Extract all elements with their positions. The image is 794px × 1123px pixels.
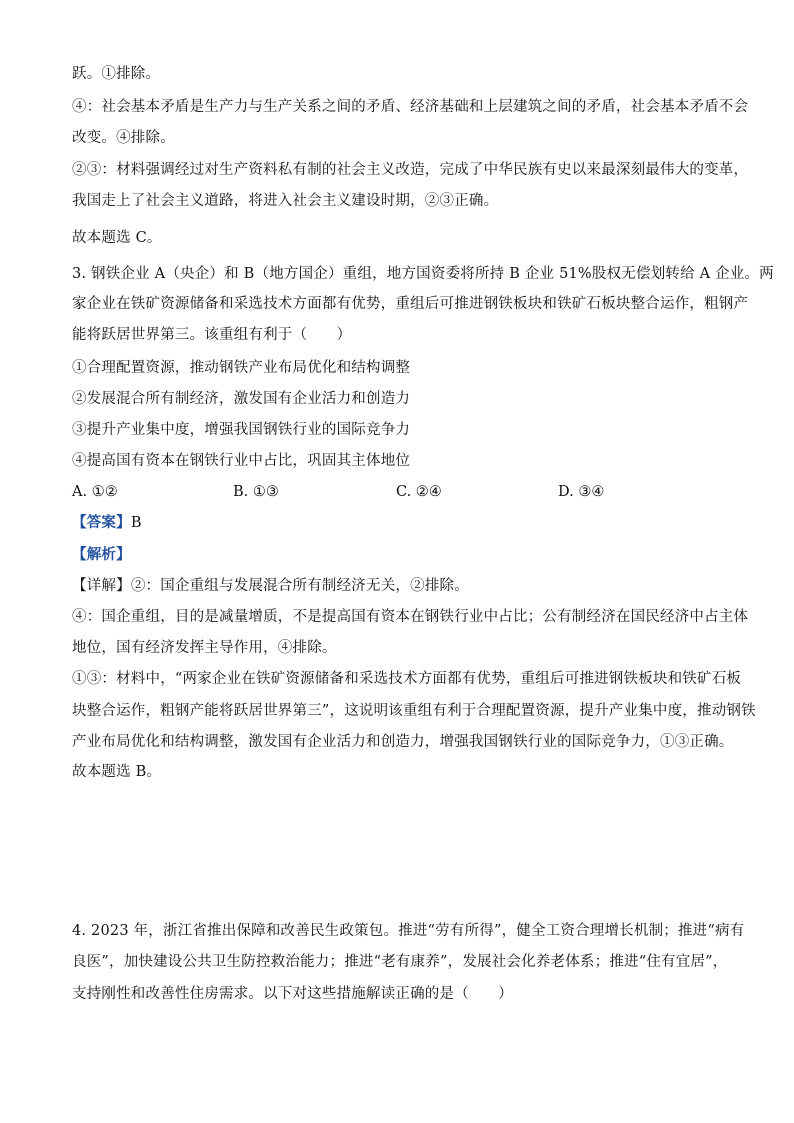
detail-label: 【详解】 — [72, 578, 131, 594]
text-line: 故本题选 C。 — [72, 230, 162, 246]
analysis-label: 【解析】 — [72, 546, 131, 563]
text-line: ④：社会基本矛盾是生产力与生产关系之间的矛盾、经济基础和上层建筑之间的矛盾，社会基本矛盾不会 — [72, 99, 749, 115]
question-4-stem-line: 4. 2023 年，浙江省推出保障和改善民生政策包。推进“劳有所得”，健全工资合理增长机制；推进“病有 — [72, 923, 745, 939]
explanation-line: 故本题选 B。 — [72, 764, 162, 780]
answer-label: 【答案】 — [72, 514, 131, 531]
question-3-stem-line: 家企业在铁矿资源储备和采选技术方面都有优势，重组后可推进钢铁板块和铁矿石板块整合运作，粗钢产 — [72, 296, 749, 312]
explanation-line: ①③：材料中，“两家企业在铁矿资源储备和采选技术方面都有优势，重组后可推进钢铁板块和铁矿石板 — [72, 671, 742, 687]
detail-text: ②：国企重组与发展混合所有制经济无关，②排除。 — [130, 578, 469, 594]
analysis-line — [72, 544, 732, 566]
question-3-item: ③提升产业集中度，增强我国钢铁行业的国际竞争力 — [72, 422, 411, 438]
answer-value: B — [130, 515, 142, 531]
text-line: 改变。④排除。 — [72, 130, 175, 146]
text-line: 跃。①排除。 — [72, 66, 161, 82]
explanation-line: 产业布局优化和结构调整，激发国有企业活力和创造力，增强我国钢铁行业的国际竞争力，①③正确。 — [72, 734, 734, 750]
detail-line — [72, 575, 732, 597]
question-3-stem-line: 能将跃居世界第三。该重组有利于（ ） — [72, 327, 352, 343]
option-c: C. ②④ — [396, 484, 442, 500]
answer-line — [72, 512, 732, 534]
option-b: B. ①③ — [233, 484, 279, 500]
question-3-item: ②发展混合所有制经济，激发国有企业活力和创造力 — [72, 391, 411, 407]
question-3-item: ①合理配置资源，推动钢铁产业布局优化和结构调整 — [72, 360, 411, 376]
question-3-item: ④提高国有资本在钢铁行业中占比，巩固其主体地位 — [72, 453, 411, 469]
explanation-line: 块整合运作，粗钢产能将跃居世界第三”，这说明该重组有利于合理配置资源，提升产业集中度，推动钢铁 — [72, 703, 756, 719]
question-4-stem-line: 支持刚性和改善性住房需求。以下对这些措施解读正确的是（ ） — [72, 986, 513, 1002]
option-d: D. ③④ — [558, 484, 605, 500]
text-line: 我国走上了社会主义道路，将进入社会主义建设时期，②③正确。 — [72, 193, 499, 209]
text-line: ②③：材料强调经过对生产资料私有制的社会主义改造，完成了中华民族有史以来最深刻最伟大的变革， — [72, 162, 749, 178]
option-a: A. ①② — [72, 484, 118, 500]
explanation-line: ④：国企重组，目的是减量增质，不是提高国有资本在钢铁行业中占比；公有制经济在国民经济中占主体 — [72, 609, 749, 625]
explanation-line: 地位，国有经济发挥主导作用，④排除。 — [72, 640, 337, 656]
question-4-stem-line: 良医”，加快建设公共卫生防控救治能力；推进“老有康养”，发展社会化养老体系；推进“住有宜居”， — [72, 954, 728, 970]
question-3-stem-line: 3. 钢铁企业 A（央企）和 B（地方国企）重组，地方国资委将所持 B 企业 51%股权无偿划转给 A 企业。两 — [72, 266, 774, 282]
